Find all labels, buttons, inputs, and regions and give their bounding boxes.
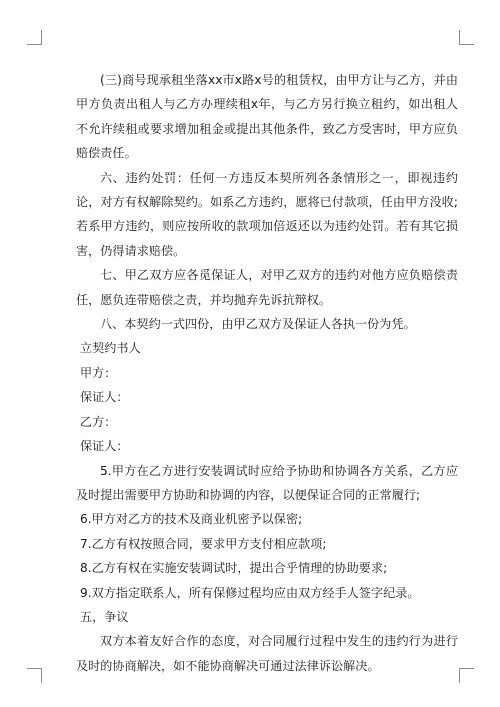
clause-8: 8.乙方有权在实施安装调试时，提出合乎情理的协助要求; [80, 561, 388, 576]
crop-mark-bottom-right [459, 668, 474, 683]
paragraph-lease-transfer: (三)商号现承租坐落xx市x路x号的租赁权，由甲方让与乙方，并由甲方负责出租人与乙方办理续租x年，与乙方另行换立租约，如出租人不允许续租或要求增加租金或提出其他条件，致乙方受害时，甲方应负赔偿责任。 [76, 73, 458, 161]
crop-mark-top-left [27, 30, 42, 45]
guarantor-a-label: 保证人： [80, 390, 129, 405]
paragraph-dispute: 双方本着友好合作的态度，对合同履行过程中发生的违约行为进行及时的协商解决，如不能协商解决可通过法律诉讼解决。 [76, 634, 458, 673]
crop-mark-top-right [459, 30, 474, 45]
paragraph-copies: 八、本契约一式四份，由甲乙双方及保证人各执一份为凭。 [100, 317, 416, 332]
paragraph-guarantor: 七、甲乙双方应各觅保证人，对甲乙双方的违约对他方应负赔偿责任，愿负连带赔偿之责，并均抛弃先诉抗辩权。 [76, 268, 458, 307]
party-a-label: 甲方： [80, 365, 117, 380]
clause-7: 7.乙方有权按照合同，要求甲方支付相应款项; [80, 536, 327, 551]
clause-6: 6.甲方对乙方的技术及商业机密予以保密; [80, 512, 303, 527]
section-dispute-heading: 五，争议 [80, 609, 129, 624]
clause-5: 5.甲方在乙方进行安装调试时应给予协助和协调各方关系，乙方应及时提出需要甲方协助和协调的内容，以便保证合同的正常履行; [76, 463, 458, 502]
clause-9: 9.双方指定联系人，所有保修过程均应由双方经手人签字纪录。 [80, 585, 420, 600]
signatories-heading: 立契约书人 [80, 341, 141, 356]
paragraph-breach-penalty: 六、违约处罚：任何一方违反本契所列各条情形之一，即视违约论，对方有权解除契约。如系乙方违约，愿将已付款项，任由甲方没收;若系甲方违约，则应按所收的款项加倍返还以为违约处罚。若有其它损害，仍得请求赔偿。 [76, 170, 458, 258]
party-b-label: 乙方： [80, 414, 117, 429]
crop-mark-bottom-left [27, 668, 42, 683]
document-body [76, 68, 458, 678]
guarantor-b-label: 保证人： [80, 439, 129, 454]
